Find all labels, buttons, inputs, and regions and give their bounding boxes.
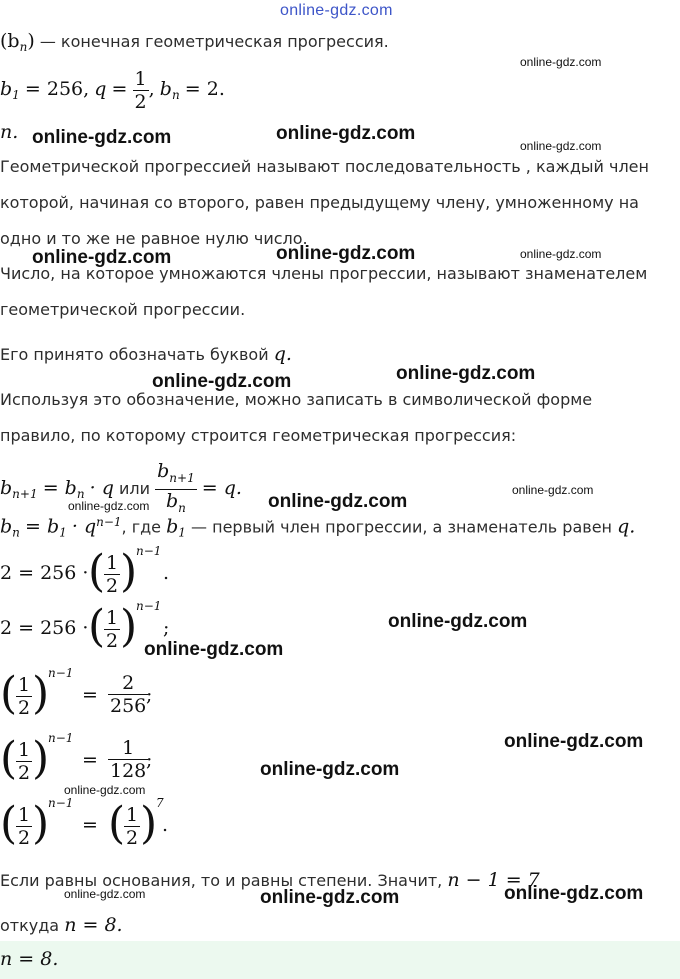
theory-p1-line3: одно и то же не равное нулю число. [0, 229, 308, 248]
watermark: online-gdz.com [64, 887, 146, 901]
theory-p2-line2: геометрической прогрессии. [0, 300, 246, 319]
theory-p1-line2: которой, начиная со второго, равен предыдущему члену, умноженному на [0, 193, 639, 212]
watermark: online-gdz.com [512, 483, 594, 497]
theory-p4-line2: правило, по которому строится геометрическая прогрессия: [0, 426, 517, 445]
formula-nth-term: $b_n = b_1 \cdot q^{n-1}$, где $b_1$ — первый член прогрессии, а знаменатель равен q. [0, 515, 636, 540]
conclusion-from: откуда n = 8. [0, 914, 123, 936]
watermark: online-gdz.com [260, 887, 400, 908]
watermark: online-gdz.com [268, 491, 408, 512]
half-fraction: $\frac{1}{2}$ [134, 68, 147, 113]
given-values: $b_1 = 256$, q = $\frac{1}{2}$ , $b_n = 2$. [0, 68, 225, 113]
answer-box [0, 941, 680, 979]
watermark: online-gdz.com [276, 123, 416, 144]
watermark: online-gdz.com [64, 783, 146, 797]
watermark: online-gdz.com [32, 127, 172, 148]
watermark: online-gdz.com [520, 139, 602, 153]
theory-p3: Его принято обозначать буквой q. [0, 343, 292, 365]
answer-value: n = 8. [0, 948, 59, 970]
watermark: online-gdz.com [276, 243, 416, 264]
watermark: online-gdz.com [152, 371, 292, 392]
watermark: online-gdz.com [504, 731, 644, 752]
watermark: online-gdz.com [260, 759, 400, 780]
watermark: online-gdz.com [396, 363, 536, 384]
watermark: online-gdz.com [68, 499, 150, 513]
watermark: online-gdz.com [520, 247, 602, 261]
watermark-top: online-gdz.com [280, 2, 393, 19]
formula-recurrence: $b_{n+1} = b_n \cdot q$ или $\frac{b_{n+1}}{b_n}$ = q. [0, 460, 242, 519]
conclusion-line: Если равны основания, то и равны степени. Значит, n − 1 = 7 [0, 869, 540, 891]
watermark: online-gdz.com [504, 883, 644, 904]
ratio-fraction: $\frac{b_{n+1}}{b_n}$ [155, 460, 197, 519]
theory-p2-line1: Число, на которое умножаются члены прогрессии, называют знаменателем [0, 264, 648, 283]
watermark: online-gdz.com [144, 639, 284, 660]
theory-p1-line1: Геометрической прогрессией называют последовательность , каждый член [0, 157, 649, 176]
find-n: n. [0, 121, 19, 143]
watermark: online-gdz.com [32, 247, 172, 268]
watermark: online-gdz.com [388, 611, 528, 632]
watermark: online-gdz.com [520, 55, 602, 69]
theory-p4-line1: Используя это обозначение, можно записать в символической форме [0, 390, 593, 409]
given-sequence: $(b_n)$ — конечная геометрическая прогрессия. [0, 30, 389, 55]
